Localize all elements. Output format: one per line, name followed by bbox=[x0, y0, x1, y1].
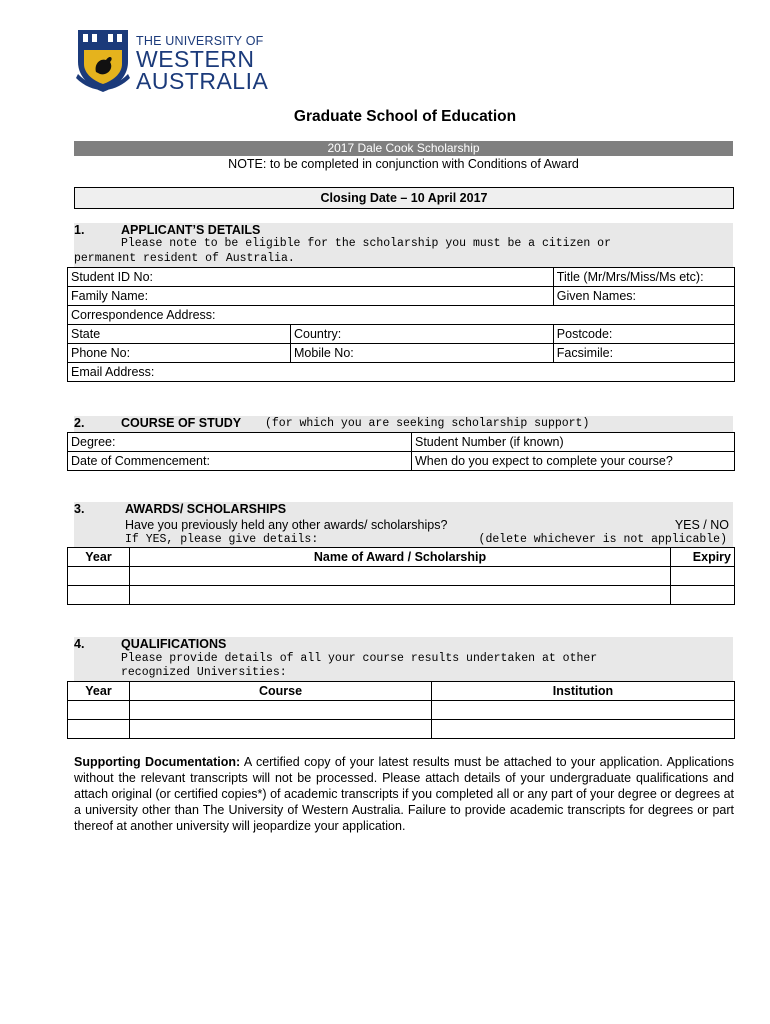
table-row bbox=[68, 567, 735, 586]
course-cell[interactable] bbox=[130, 720, 432, 739]
eligibility-note: Please note to be eligible for the scholarship you must be a citizen or bbox=[121, 237, 611, 250]
qualifications-table bbox=[67, 681, 735, 739]
yes-no-option[interactable]: YES / NO bbox=[674, 518, 729, 532]
logo-line1: THE UNIVERSITY OF bbox=[136, 34, 264, 48]
section-subtitle: (for which you are seeking scholarship support) bbox=[265, 417, 590, 430]
year-cell[interactable] bbox=[68, 701, 130, 720]
completion-field[interactable]: When do you expect to complete your course? bbox=[412, 452, 735, 471]
postcode-field[interactable]: Postcode: bbox=[553, 325, 734, 344]
title-field[interactable]: Title (Mr/Mrs/Miss/Ms etc): bbox=[553, 268, 734, 287]
logo-line2: WESTERN bbox=[136, 46, 255, 72]
year-cell[interactable] bbox=[68, 586, 130, 605]
phone-field[interactable]: Phone No: bbox=[68, 344, 291, 363]
awards-question: Have you previously held any other awards/ scholarships? bbox=[125, 518, 448, 532]
section-3-header bbox=[74, 502, 733, 547]
logo-line3: AUSTRALIA bbox=[136, 68, 269, 94]
student-id-field[interactable]: Student ID No: bbox=[68, 268, 554, 287]
section-number: 3. bbox=[74, 502, 85, 516]
mobile-field[interactable]: Mobile No: bbox=[291, 344, 554, 363]
eligibility-note-2: permanent resident of Australia. bbox=[74, 252, 295, 265]
family-name-field[interactable]: Family Name: bbox=[68, 287, 554, 306]
institution-cell[interactable] bbox=[432, 720, 735, 739]
fax-field[interactable]: Facsimile: bbox=[553, 344, 734, 363]
state-field[interactable]: State bbox=[68, 325, 291, 344]
crest-icon bbox=[74, 28, 132, 94]
supporting-label: Supporting Documentation: bbox=[74, 755, 241, 769]
supporting-documentation bbox=[74, 754, 734, 834]
completion-note: NOTE: to be completed in conjunction with Conditions of Award bbox=[228, 157, 579, 171]
column-header-year: Year bbox=[68, 682, 130, 701]
column-header-institution: Institution bbox=[432, 682, 735, 701]
degree-field[interactable]: Degree: bbox=[68, 433, 412, 452]
section-heading: AWARDS/ SCHOLARSHIPS bbox=[125, 502, 287, 516]
qualifications-note: Please provide details of all your course results undertaken at other bbox=[121, 652, 598, 665]
expiry-cell[interactable] bbox=[671, 567, 735, 586]
qualifications-note-2: recognized Universities: bbox=[121, 666, 287, 679]
university-logo bbox=[74, 28, 274, 96]
address-field[interactable]: Correspondence Address: bbox=[68, 306, 735, 325]
course-cell[interactable] bbox=[130, 701, 432, 720]
section-heading: QUALIFICATIONS bbox=[121, 637, 227, 651]
column-header-year: Year bbox=[68, 548, 130, 567]
section-1-header bbox=[74, 223, 733, 267]
table-row bbox=[68, 720, 735, 739]
section-heading: APPLICANT’S DETAILS bbox=[121, 223, 261, 237]
awards-table bbox=[67, 547, 735, 605]
delete-note: (delete whichever is not applicable) bbox=[478, 533, 727, 546]
section-number: 4. bbox=[74, 637, 85, 651]
closing-date: Closing Date – 10 April 2017 bbox=[74, 187, 734, 209]
section-number: 1. bbox=[74, 223, 85, 237]
scholarship-banner: 2017 Dale Cook Scholarship bbox=[74, 141, 733, 156]
column-header-expiry: Expiry bbox=[671, 548, 735, 567]
table-row bbox=[68, 586, 735, 605]
supporting-text: A certified copy of your latest results must be attached to your application. Applications without the relevant transcripts will not be processed. Please attach details of your undergraduate qualifications and attach original (or certified copies*) of academic transcripts if you completed all or any part of your degree or degrees at a university other than The University of Western Australia. Failure to provide academic transcripts for degrees or part thereof at another university will jeopardize your application. bbox=[74, 755, 734, 833]
section-2-header bbox=[74, 416, 733, 432]
given-names-field[interactable]: Given Names: bbox=[553, 287, 734, 306]
year-cell[interactable] bbox=[68, 720, 130, 739]
country-field[interactable]: Country: bbox=[291, 325, 554, 344]
year-cell[interactable] bbox=[68, 567, 130, 586]
section-4-header bbox=[74, 637, 733, 681]
column-header-course: Course bbox=[130, 682, 432, 701]
institution-cell[interactable] bbox=[432, 701, 735, 720]
section-heading: COURSE OF STUDY bbox=[121, 416, 242, 430]
if-yes-note: If YES, please give details: bbox=[125, 533, 319, 546]
table-row bbox=[68, 701, 735, 720]
applicant-details-table bbox=[67, 267, 735, 382]
expiry-cell[interactable] bbox=[671, 586, 735, 605]
section-number: 2. bbox=[74, 416, 85, 430]
award-cell[interactable] bbox=[130, 586, 671, 605]
course-of-study-table bbox=[67, 432, 735, 471]
column-header-award: Name of Award / Scholarship bbox=[130, 548, 671, 567]
page-title: Graduate School of Education bbox=[293, 108, 517, 125]
student-number-field[interactable]: Student Number (if known) bbox=[412, 433, 735, 452]
award-cell[interactable] bbox=[130, 567, 671, 586]
logo-wordmark bbox=[136, 34, 268, 92]
email-field[interactable]: Email Address: bbox=[68, 363, 735, 382]
commencement-field[interactable]: Date of Commencement: bbox=[68, 452, 412, 471]
